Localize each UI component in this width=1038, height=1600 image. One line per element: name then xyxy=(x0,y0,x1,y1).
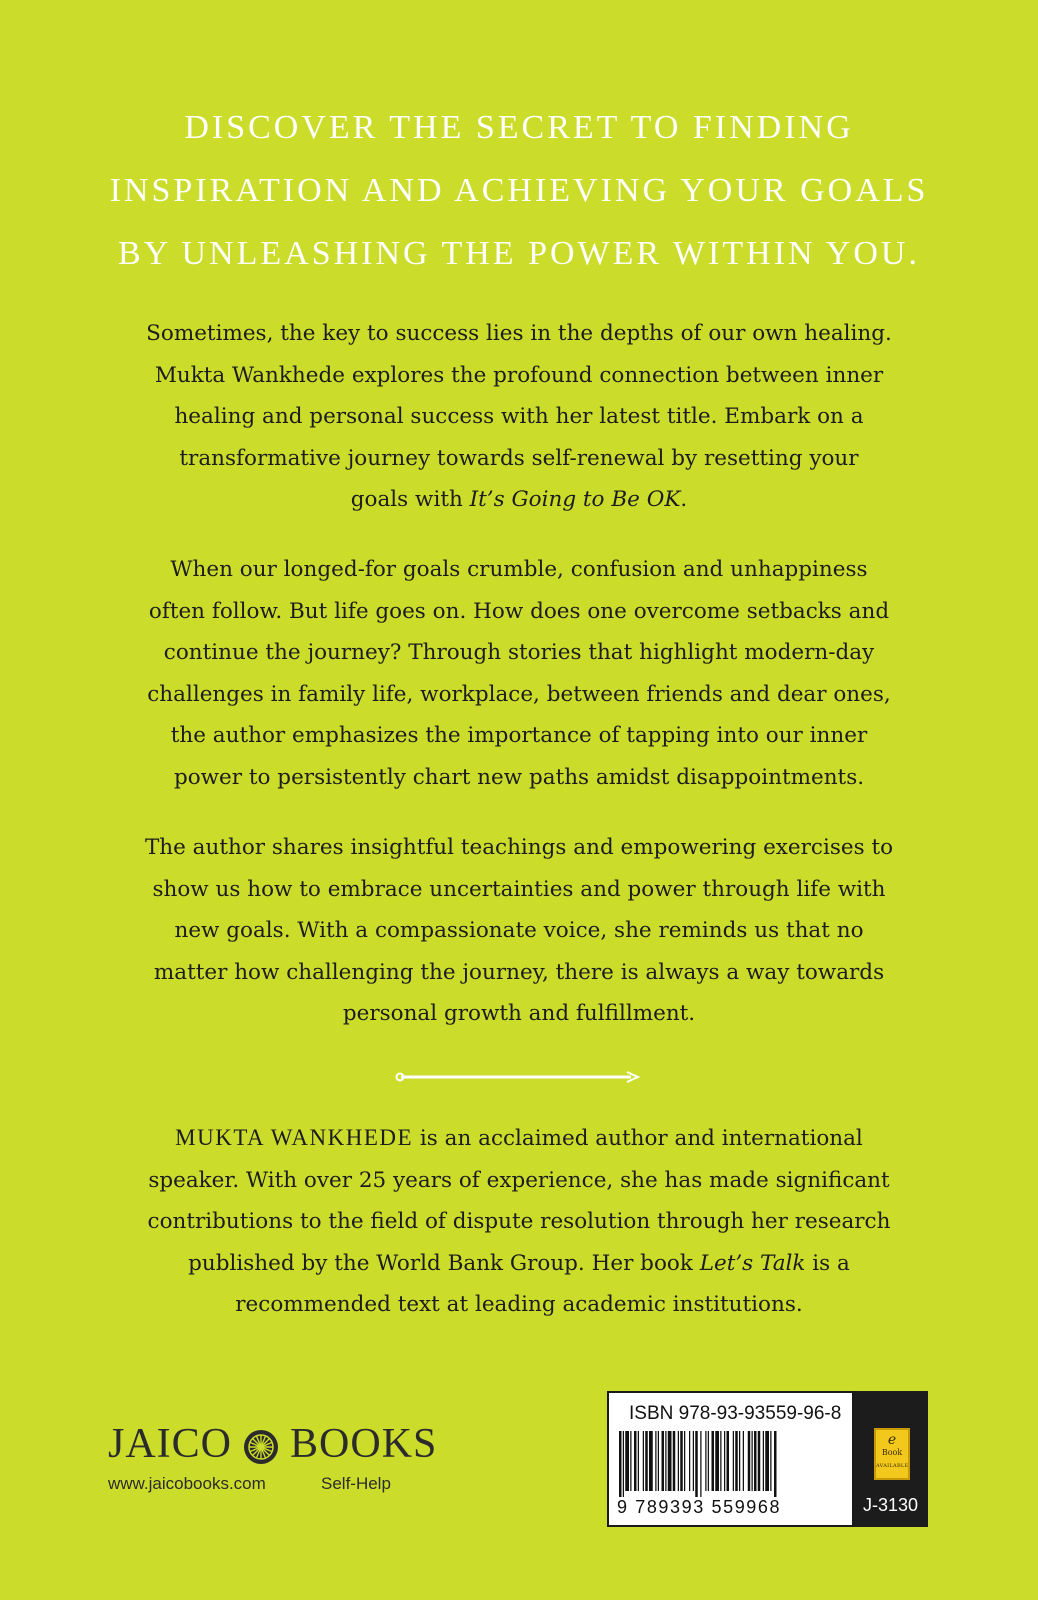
text-fragment: . xyxy=(680,487,688,512)
text-line: The author shares insightful teachings and empowering exercises to xyxy=(144,835,894,860)
text-line: challenges in family life, workplace, between friends and dear ones, xyxy=(147,681,891,707)
barcode-bar xyxy=(668,1431,672,1491)
barcode-bar xyxy=(733,1431,734,1491)
ornamental-divider xyxy=(395,1070,641,1084)
ebook-e: e xyxy=(887,1432,897,1448)
synopsis-paragraph-3 xyxy=(80,827,958,1035)
text-line: matter how challenging the journey, there is always a way towards xyxy=(153,959,885,985)
product-code: J-3130 xyxy=(863,1495,919,1515)
author-name: MUKTA WANKHEDE xyxy=(175,1125,414,1150)
barcode-bar xyxy=(662,1431,665,1491)
barcode-bar xyxy=(630,1431,631,1491)
barcode-bar xyxy=(765,1431,769,1491)
headline-line: BY UNLEASHING THE POWER WITHIN YOU. xyxy=(118,235,920,272)
synopsis-paragraph-1 xyxy=(80,313,958,521)
barcode-bar xyxy=(720,1431,721,1491)
barcode-bar xyxy=(743,1431,744,1491)
text-fragment: published by the World Bank Group. Her book xyxy=(188,1250,700,1276)
barcode-bar xyxy=(634,1431,637,1491)
text-fragment: goals with xyxy=(350,487,470,512)
barcode-bar xyxy=(754,1431,757,1491)
barcode-bar xyxy=(705,1431,706,1491)
ebook-available-badge xyxy=(874,1428,910,1480)
headline xyxy=(0,96,1038,285)
text-line xyxy=(80,1243,958,1285)
text-line: speaker. With over 25 years of experience, she has made significant xyxy=(148,1167,890,1193)
barcode-bar xyxy=(693,1431,694,1491)
ebook-available-text: AVAILABLE xyxy=(876,1463,909,1469)
barcode-bar xyxy=(678,1431,679,1491)
barcode-bar xyxy=(700,1431,701,1497)
barcode-bar xyxy=(739,1431,740,1491)
text-line: personal growth and fulfillment. xyxy=(342,1001,696,1026)
text-line: power to persistently chart new paths amidst disappointments. xyxy=(173,764,865,790)
barcode-bar xyxy=(645,1431,648,1491)
text-line: the author emphasizes the importance of tapping into our inner xyxy=(170,723,868,748)
barcode-bar xyxy=(665,1431,666,1491)
publisher-name-right: BOOKS xyxy=(290,1421,438,1467)
text-line: Mukta Wankhede explores the profound connection between inner xyxy=(154,362,884,388)
barcode-bar xyxy=(752,1431,753,1491)
book-title: It’s Going to Be OK xyxy=(469,487,681,512)
barcode-bar xyxy=(758,1431,761,1491)
text-line: new goals. With a compassionate voice, she reminds us that no xyxy=(174,918,864,943)
barcode-bar xyxy=(625,1431,629,1491)
wheel-icon xyxy=(242,1428,280,1466)
publisher-website: www.jaicobooks.com xyxy=(108,1474,266,1493)
barcode-bar xyxy=(763,1431,764,1491)
text-line: recommended text at leading academic institutions. xyxy=(235,1292,803,1317)
book-category: Self-Help xyxy=(321,1474,391,1493)
text-line: contributions to the field of dispute resolution through her research xyxy=(147,1209,891,1234)
text-fragment: is a xyxy=(805,1250,850,1276)
text-line: When our longed-for goals crumble, confusion and unhappiness xyxy=(170,557,868,582)
publisher-logo xyxy=(108,1420,437,1468)
ebook-word: Book xyxy=(881,1448,903,1457)
author-bio xyxy=(80,1117,958,1326)
barcode-bar xyxy=(770,1431,771,1491)
barcode-bar xyxy=(712,1431,715,1491)
barcode-bar xyxy=(680,1431,683,1491)
text-line: often follow. But life goes on. How does one overcome setbacks and xyxy=(148,598,890,624)
synopsis-paragraph-2 xyxy=(80,549,958,798)
barcode-bar xyxy=(655,1431,656,1491)
ebook-tab xyxy=(854,1391,928,1527)
isbn-label: ISBN 978-93-93559-96-8 xyxy=(629,1403,842,1424)
barcode-bar xyxy=(684,1431,685,1491)
barcode-bar xyxy=(774,1431,777,1497)
headline-line: INSPIRATION AND ACHIEVING YOUR GOALS xyxy=(109,172,929,209)
text-line: show us how to embrace uncertainties and power through life with xyxy=(152,876,886,902)
barcode-bar xyxy=(724,1431,725,1491)
barcode-bar xyxy=(619,1431,622,1497)
book-title: Let’s Talk xyxy=(699,1250,806,1276)
barcode-bar xyxy=(708,1431,709,1491)
barcode-bar xyxy=(735,1431,738,1491)
headline-line: DISCOVER THE SECRET TO FINDING xyxy=(184,109,854,146)
text-line: healing and personal success with her latest title. Embark on a xyxy=(174,404,864,429)
text-line xyxy=(80,1117,958,1160)
isbn-barcode-box xyxy=(607,1391,854,1527)
text-line xyxy=(80,479,958,521)
text-line: continue the journey? Through stories that highlight modern-day xyxy=(163,640,875,665)
barcode-bar xyxy=(658,1431,659,1491)
barcode-bar xyxy=(673,1431,676,1491)
barcode-bar xyxy=(638,1431,639,1491)
barcode-bar xyxy=(623,1431,624,1497)
barcode-bar xyxy=(695,1431,698,1497)
barcode-bar xyxy=(643,1431,644,1491)
text-line: transformative journey towards self-renewal by resetting your xyxy=(179,445,859,471)
barcode-bar xyxy=(649,1431,653,1491)
barcode-bar xyxy=(715,1431,719,1491)
barcode xyxy=(615,1431,847,1497)
barcode-bar xyxy=(689,1431,690,1491)
barcode-bar xyxy=(727,1431,730,1491)
text-fragment: is an acclaimed author and international xyxy=(413,1126,863,1151)
barcode-bar xyxy=(748,1431,751,1491)
barcode-digits: 9 789393 559968 xyxy=(617,1497,782,1517)
text-line: Sometimes, the key to success lies in the depths of our own healing. xyxy=(146,321,892,346)
publisher-name-left: JAICO xyxy=(108,1421,233,1467)
